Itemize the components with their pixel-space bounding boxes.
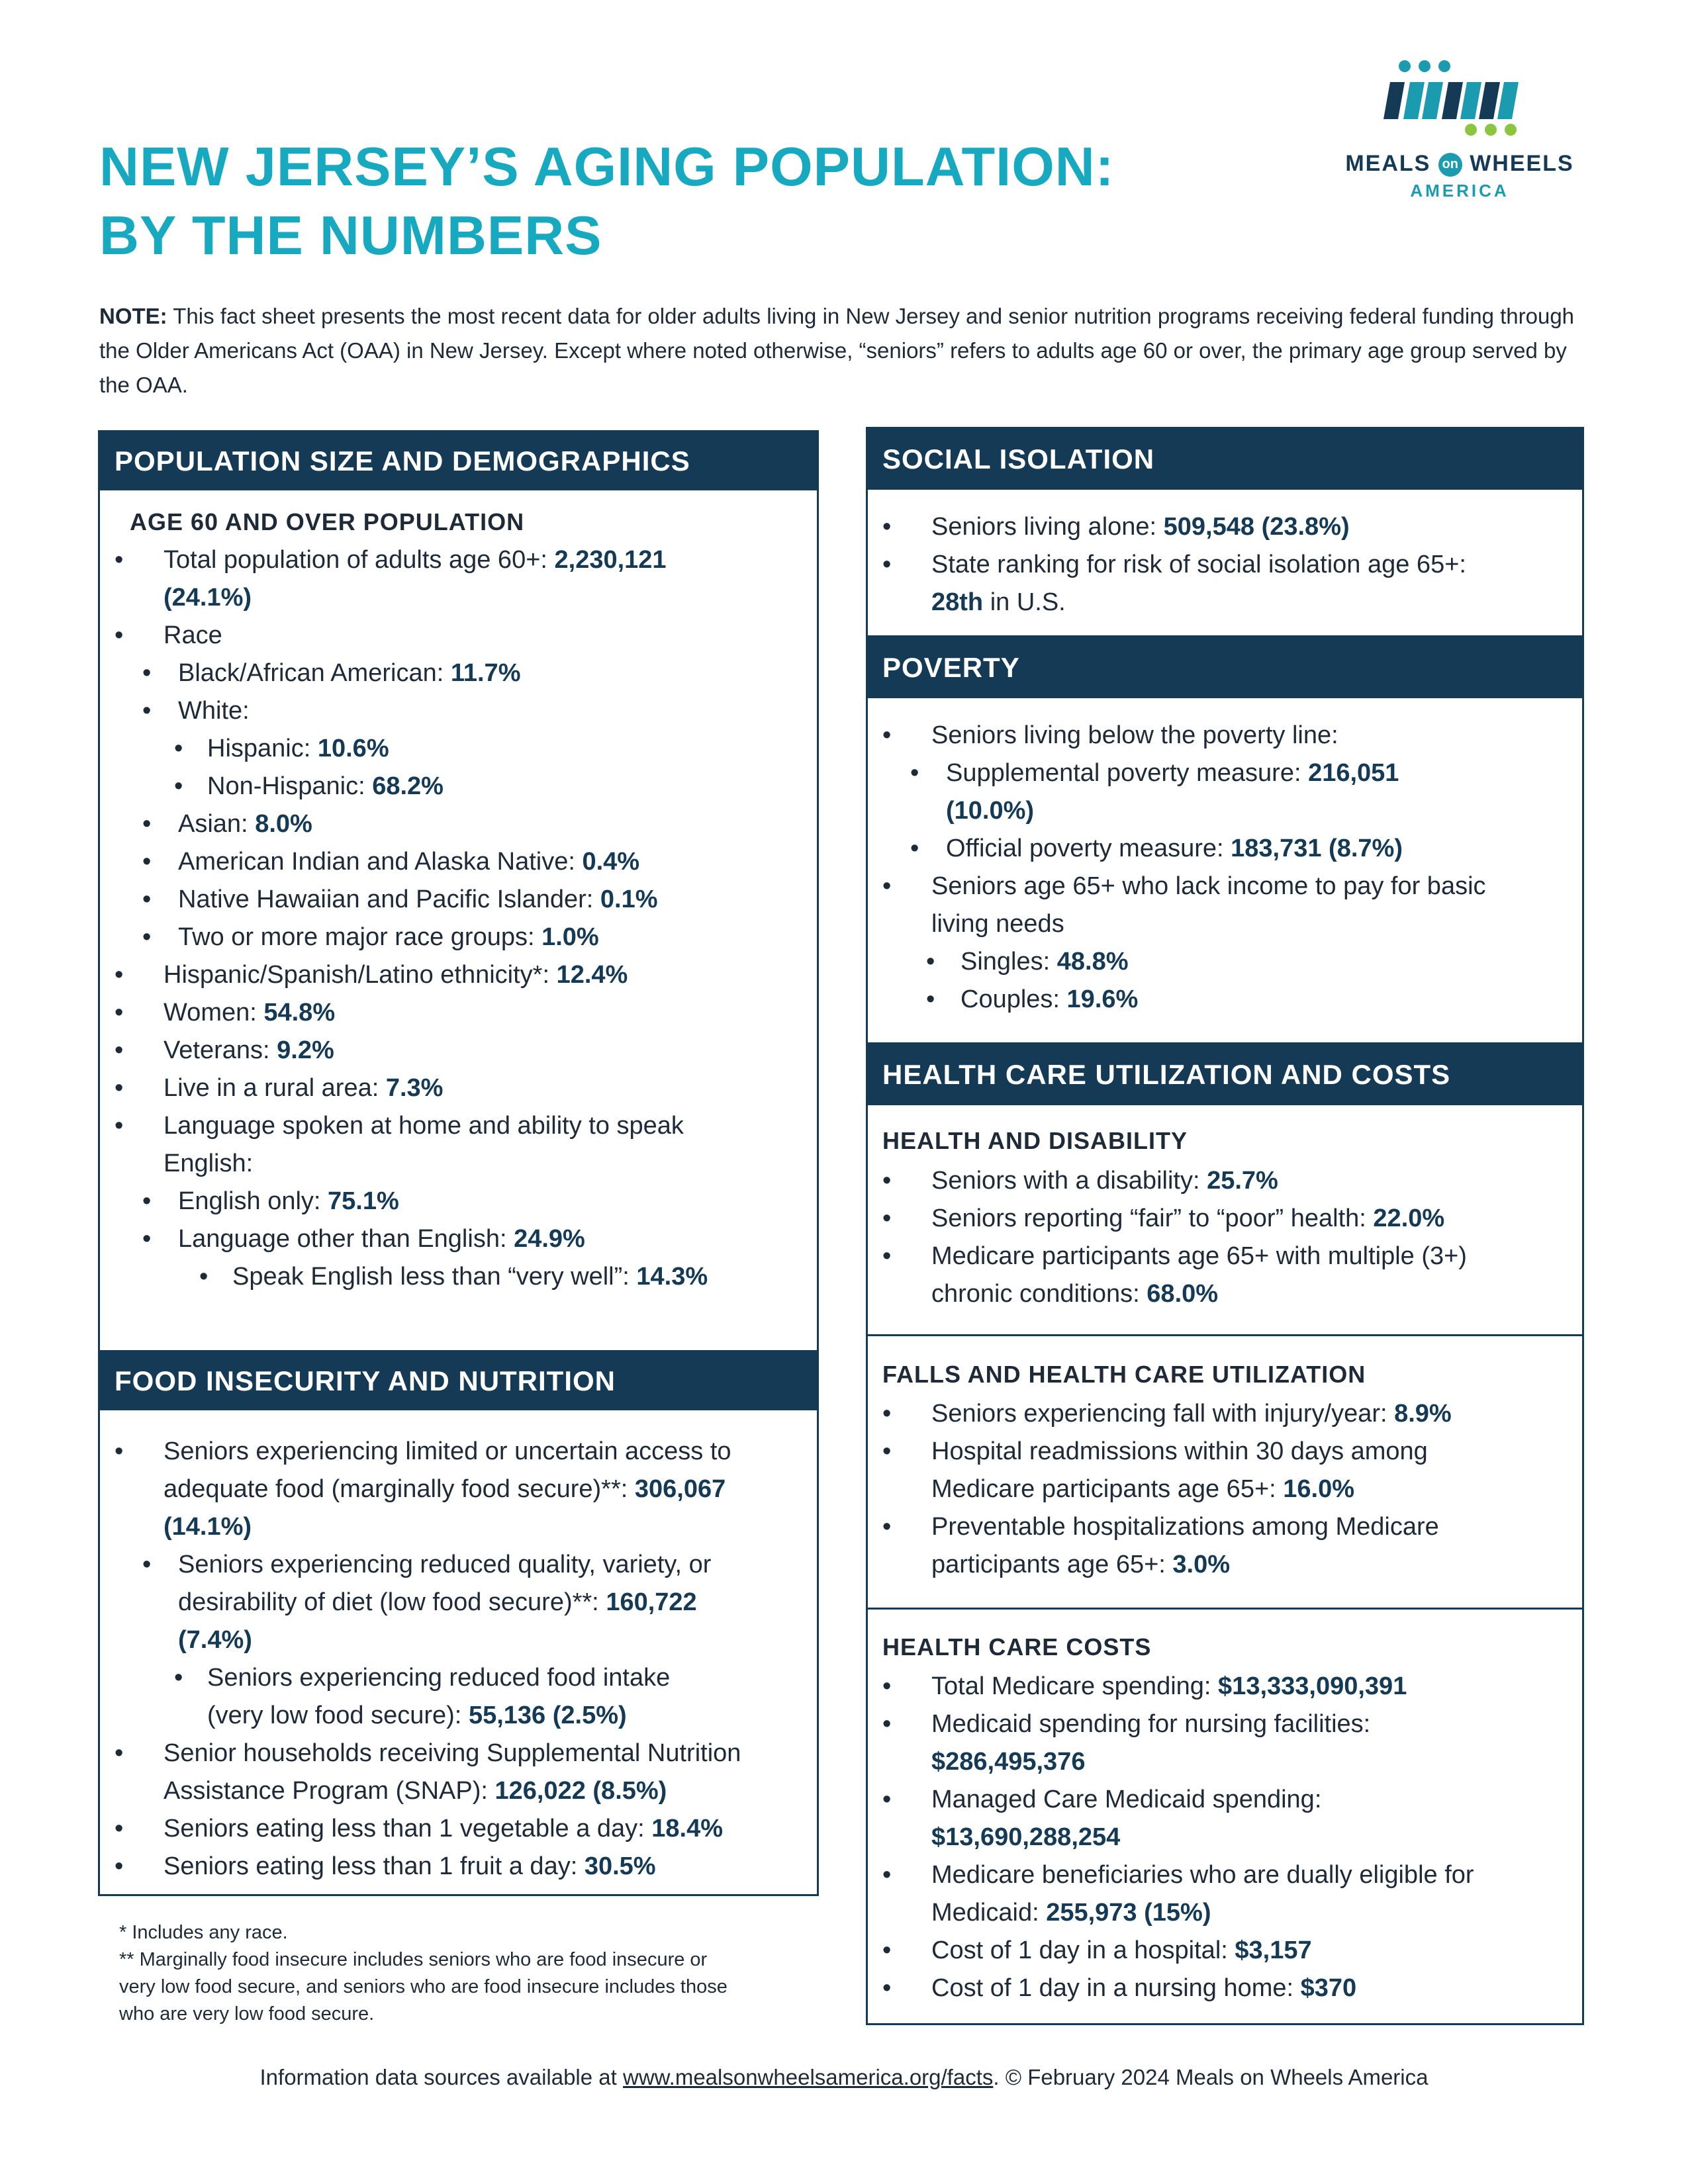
list-item xyxy=(868,1275,1583,1313)
social-heading: SOCIAL ISOLATION xyxy=(868,429,1582,490)
list-item xyxy=(100,956,815,994)
list-item xyxy=(868,1238,1583,1275)
item-value: (10.0%) xyxy=(946,797,1035,825)
population-subheading: AGE 60 AND OVER POPULATION xyxy=(130,508,525,535)
item-label: English only: xyxy=(178,1187,321,1215)
item-label: Seniors experiencing fall with injury/year: xyxy=(931,1400,1387,1428)
item-value: 9.2% xyxy=(277,1036,334,1064)
item-value: 126,022 (8.5%) xyxy=(494,1777,667,1805)
list-item xyxy=(100,1735,815,1772)
list-item xyxy=(100,1508,815,1546)
list-item xyxy=(868,1395,1583,1433)
note-paragraph xyxy=(99,299,1602,402)
item-label: Race xyxy=(164,621,222,649)
item-value: 48.8% xyxy=(1056,948,1129,976)
item-label: Cost of 1 day in a nursing home: xyxy=(931,1974,1294,2002)
item-value: 54.8% xyxy=(263,999,336,1026)
list-item xyxy=(100,1621,815,1659)
item-label: Preventable hospitalizations among Medicare xyxy=(931,1513,1439,1541)
list-item xyxy=(100,1220,815,1258)
list-item xyxy=(100,1697,815,1735)
item-label: Seniors experiencing reduced quality, variety, or xyxy=(178,1551,712,1578)
item-value: 16.0% xyxy=(1283,1475,1355,1503)
meals-on-wheels-logo xyxy=(1317,58,1602,210)
item-label: Seniors living below the poverty line: xyxy=(931,721,1338,749)
item-label: Medicare beneficiaries who are dually eligible for xyxy=(931,1861,1474,1889)
list-item xyxy=(100,881,815,919)
item-label: White: xyxy=(178,697,250,725)
footnote-2-line-3: who are very low food secure. xyxy=(119,2003,375,2025)
item-value: 22.0% xyxy=(1373,1205,1445,1232)
item-label: Seniors reporting “fair” to “poor” health: xyxy=(931,1205,1366,1232)
list-item xyxy=(100,617,815,655)
list-item xyxy=(100,1183,815,1220)
list-item xyxy=(100,805,815,843)
item-label: living needs xyxy=(931,910,1064,938)
item-label: Supplemental poverty measure: xyxy=(946,759,1301,787)
list-item xyxy=(100,994,815,1032)
list-item xyxy=(100,730,815,768)
item-label: Medicaid: xyxy=(931,1899,1039,1927)
item-value: 2,230,121 xyxy=(554,546,667,574)
item-value: 24.9% xyxy=(514,1225,585,1253)
list-item xyxy=(100,1810,815,1848)
item-label: Managed Care Medicaid spending: xyxy=(931,1786,1322,1813)
item-value: 0.1% xyxy=(600,886,658,913)
item-value: 14.3% xyxy=(636,1263,708,1291)
item-value: 10.6% xyxy=(317,735,389,762)
item-value: 12.4% xyxy=(556,961,628,989)
item-label: Black/African American: xyxy=(178,659,444,687)
list-item xyxy=(100,1848,815,1886)
list-item xyxy=(868,584,1583,621)
list-item xyxy=(868,546,1583,584)
list-item xyxy=(100,919,815,956)
item-label: chronic conditions: xyxy=(931,1280,1140,1308)
item-label: Women: xyxy=(164,999,257,1026)
list-item xyxy=(868,1856,1583,1894)
item-label: Hispanic: xyxy=(207,735,311,762)
list-item xyxy=(100,541,815,579)
item-label: Total Medicare spending: xyxy=(931,1672,1211,1700)
list-item xyxy=(100,692,815,730)
list-item xyxy=(868,1706,1583,1743)
item-value: 30.5% xyxy=(584,1852,656,1880)
item-value: 55,136 (2.5%) xyxy=(468,1702,627,1729)
item-value: 160,722 xyxy=(606,1588,697,1616)
population-heading: POPULATION SIZE AND DEMOGRAPHICS xyxy=(100,432,817,490)
costs-subheading: HEALTH CARE COSTS xyxy=(882,1633,1152,1661)
item-label: Medicare participants age 65+ with multiple (3+) xyxy=(931,1242,1467,1270)
list-item xyxy=(100,1145,815,1183)
footnote-1: * Includes any race. xyxy=(119,1922,288,1943)
item-value: 255,973 (15%) xyxy=(1046,1899,1211,1927)
item-value: 11.7% xyxy=(450,659,521,687)
logo-word-meals: MEALS xyxy=(1345,151,1431,176)
logo-word-wheels: WHEELS xyxy=(1470,151,1574,176)
item-label: Language spoken at home and ability to speak xyxy=(164,1112,684,1140)
item-suffix: in U.S. xyxy=(990,588,1066,616)
item-label: Couples: xyxy=(961,985,1060,1013)
item-label: Seniors experiencing reduced food intake xyxy=(207,1664,671,1692)
note-label: NOTE: xyxy=(99,304,167,328)
item-label: (very low food secure): xyxy=(207,1702,462,1729)
social-section xyxy=(866,427,1584,637)
item-label: State ranking for risk of social isolation age 65+: xyxy=(931,551,1466,578)
item-label: Seniors with a disability: xyxy=(931,1167,1200,1195)
list-item xyxy=(100,1546,815,1584)
item-value: 18.4% xyxy=(651,1815,724,1843)
list-item xyxy=(868,1546,1583,1584)
health-section xyxy=(866,1042,1584,2025)
list-item xyxy=(868,1433,1583,1471)
item-label: Hispanic/Spanish/Latino ethnicity*: xyxy=(164,961,550,989)
item-label: Seniors eating less than 1 vegetable a day: xyxy=(164,1815,645,1843)
health-heading: HEALTH CARE UTILIZATION AND COSTS xyxy=(868,1044,1582,1105)
item-value: (24.1%) xyxy=(164,584,252,612)
source-suffix: . © February 2024 Meals on Wheels America xyxy=(993,2065,1429,2089)
list-item xyxy=(100,1069,815,1107)
item-value: 3.0% xyxy=(1172,1551,1231,1578)
list-item xyxy=(100,1032,815,1069)
list-item xyxy=(100,579,815,617)
item-label: English: xyxy=(164,1150,254,1177)
item-value: 19.6% xyxy=(1066,985,1139,1013)
list-item xyxy=(100,768,815,805)
item-value: $286,495,376 xyxy=(931,1748,1086,1776)
item-label: Seniors living alone: xyxy=(931,513,1157,541)
item-label: Hospital readmissions within 30 days among xyxy=(931,1437,1428,1465)
source-prefix: Information data sources available at xyxy=(259,2065,617,2089)
list-item xyxy=(868,1508,1583,1546)
disability-subheading: HEALTH AND DISABILITY xyxy=(882,1127,1188,1154)
list-item xyxy=(868,1668,1583,1706)
list-item xyxy=(868,1894,1583,1932)
list-item xyxy=(868,754,1583,792)
item-value: (14.1%) xyxy=(164,1513,252,1541)
poverty-heading: POVERTY xyxy=(868,637,1582,698)
item-label: Assistance Program (SNAP): xyxy=(164,1777,488,1805)
list-item xyxy=(868,1932,1583,1970)
page-title xyxy=(99,132,1114,270)
item-label: participants age 65+: xyxy=(931,1551,1166,1578)
note-text: This fact sheet presents the most recent data for older adults living in New Jersey and senior nutrition programs receiving federal funding through the Older Americans Act (OAA) in New Jersey. Except where noted otherwise, “seniors” refers to adults age 60 or over, the primary age group served by the OAA. xyxy=(99,304,1575,397)
item-value: 0.4% xyxy=(582,848,640,876)
item-label: Asian: xyxy=(178,810,248,838)
list-item xyxy=(868,1200,1583,1238)
list-item xyxy=(100,1433,815,1471)
footnote-2-line-1: ** Marginally food insecure includes seniors who are food insecure or xyxy=(119,1949,708,1970)
item-value: 216,051 xyxy=(1308,759,1399,787)
item-label: Seniors eating less than 1 fruit a day: xyxy=(164,1852,578,1880)
item-label: Live in a rural area: xyxy=(164,1074,379,1102)
costs-list xyxy=(868,1668,1583,2007)
footnote-2-line-2: very low food secure, and seniors who are food insecure includes those xyxy=(119,1976,727,1997)
item-value: $3,157 xyxy=(1235,1936,1312,1964)
item-label: Non-Hispanic: xyxy=(207,772,365,800)
list-item xyxy=(100,843,815,881)
item-value: 25.7% xyxy=(1207,1167,1278,1195)
item-label: Singles: xyxy=(961,948,1051,976)
disability-list xyxy=(868,1162,1583,1313)
item-label: Native Hawaiian and Pacific Islander: xyxy=(178,886,594,913)
food-heading: FOOD INSECURITY AND NUTRITION xyxy=(100,1352,817,1410)
item-value: $13,333,090,391 xyxy=(1218,1672,1407,1700)
item-value: 8.0% xyxy=(255,810,312,838)
item-value: $13,690,288,254 xyxy=(931,1823,1121,1851)
list-item xyxy=(868,717,1583,754)
source-link[interactable]: www.mealsonwheelsamerica.org/facts xyxy=(622,2065,994,2089)
title-line-1: NEW JERSEY’S AGING POPULATION: xyxy=(99,136,1115,197)
footnotes xyxy=(119,1919,727,2028)
list-item xyxy=(868,1970,1583,2007)
divider xyxy=(868,1608,1582,1610)
list-item xyxy=(100,1772,815,1810)
list-item xyxy=(100,1258,815,1296)
item-label: desirability of diet (low food secure)**: xyxy=(178,1588,599,1616)
item-label: Language other than English: xyxy=(178,1225,507,1253)
item-value: 509,548 (23.8%) xyxy=(1163,513,1350,541)
item-label: Seniors experiencing limited or uncertain access to xyxy=(164,1437,731,1465)
item-value: 8.9% xyxy=(1394,1400,1452,1428)
list-item xyxy=(100,1471,815,1508)
list-item xyxy=(868,943,1583,981)
list-item xyxy=(868,1162,1583,1200)
item-label: Medicaid spending for nursing facilities: xyxy=(931,1710,1371,1738)
falls-list xyxy=(868,1395,1583,1584)
title-line-2: BY THE NUMBERS xyxy=(99,205,602,266)
item-label: Total population of adults age 60+: xyxy=(164,546,547,574)
falls-subheading: FALLS AND HEALTH CARE UTILIZATION xyxy=(882,1361,1366,1388)
item-label: Veterans: xyxy=(164,1036,270,1064)
item-value: (7.4%) xyxy=(178,1626,252,1654)
item-value: 7.3% xyxy=(385,1074,444,1102)
list-item xyxy=(100,1584,815,1621)
item-value: 1.0% xyxy=(541,923,599,951)
item-value: 68.0% xyxy=(1147,1280,1219,1308)
list-item xyxy=(868,1471,1583,1508)
food-section xyxy=(98,1350,819,1896)
list-item xyxy=(868,868,1583,905)
item-value: 306,067 xyxy=(634,1475,726,1503)
poverty-section xyxy=(866,635,1584,1044)
population-list xyxy=(100,541,815,1296)
item-value: 75.1% xyxy=(328,1187,399,1215)
list-item xyxy=(868,508,1583,546)
social-list xyxy=(868,508,1583,621)
item-value: $370 xyxy=(1300,1974,1357,2002)
item-label: Two or more major race groups: xyxy=(178,923,535,951)
item-label: Seniors age 65+ who lack income to pay for basic xyxy=(931,872,1486,900)
item-label: Speak English less than “very well”: xyxy=(232,1263,630,1291)
item-label: American Indian and Alaska Native: xyxy=(178,848,575,876)
item-value: 68.2% xyxy=(372,772,444,800)
divider xyxy=(868,1334,1582,1336)
source-line xyxy=(0,2065,1688,2090)
list-item xyxy=(100,1659,815,1697)
item-label: Medicare participants age 65+: xyxy=(931,1475,1276,1503)
list-item xyxy=(868,1819,1583,1856)
poverty-list xyxy=(868,717,1583,1019)
logo-word-america: AMERICA xyxy=(1410,181,1509,201)
list-item xyxy=(868,830,1583,868)
logo-mark-icon xyxy=(1317,58,1602,138)
food-list xyxy=(100,1433,815,1886)
item-value: 28th xyxy=(931,588,984,616)
population-section xyxy=(98,430,819,1352)
item-label: Senior households receiving Supplemental Nutrition xyxy=(164,1739,741,1767)
list-item xyxy=(868,792,1583,830)
list-item xyxy=(868,981,1583,1019)
logo-on-badge: on xyxy=(1438,153,1462,177)
item-label: Official poverty measure: xyxy=(946,835,1224,862)
item-value: 183,731 (8.7%) xyxy=(1231,835,1403,862)
list-item xyxy=(868,1743,1583,1781)
list-item xyxy=(868,1781,1583,1819)
list-item xyxy=(100,655,815,692)
list-item xyxy=(868,905,1583,943)
item-label: adequate food (marginally food secure)**: xyxy=(164,1475,628,1503)
list-item xyxy=(100,1107,815,1145)
item-label: Cost of 1 day in a hospital: xyxy=(931,1936,1228,1964)
